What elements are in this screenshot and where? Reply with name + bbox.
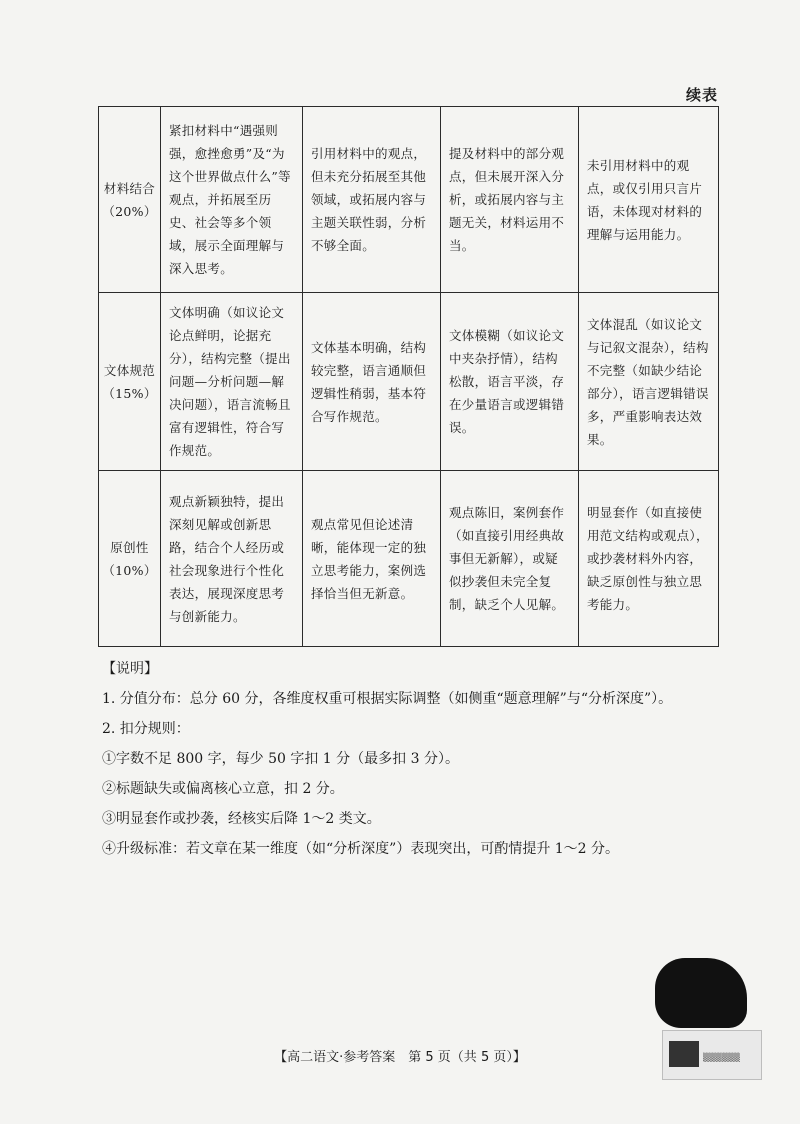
note-line: ①字数不足 800 字，每少 50 字扣 1 分（最多扣 3 分）。 [102,751,459,767]
page-footer: 【高二语文·参考答案 第 5 页（共 5 页）】 [274,1050,526,1065]
rubric-table [98,106,719,647]
dimension-weight: （10%） [102,562,157,578]
table-cell: 文体明确（如议论文论点鲜明，论据充分），结构完整（提出问题—分析问题—解决问题），语言流畅且富有逻辑性，符合写作规范。 [161,293,303,471]
note-line: 2. 扣分规则： [102,721,190,737]
table-row [99,293,719,471]
table-cell: 未引用材料中的观点，或仅引用只言片语，未体现对材料的理解与运用能力。 [579,107,719,293]
table-cell: 紧扣材料中“遇强则强，愈挫愈勇”及“为这个世界做点什么”等观点，并拓展至历史、社会等多个领域，展示全面理解与深入思考。 [161,107,303,293]
table-cell: 文体基本明确，结构较完整，语言通顺但逻辑性稍弱，基本符合写作规范。 [303,293,441,471]
dimension-weight: （20%） [102,203,157,219]
table-cell: 文体混乱（如议论文与记叙文混杂），结构不完整（如缺少结论部分），语言逻辑错误多，严重影响表达效果。 [579,293,719,471]
notes-section [102,654,742,864]
stamp-scribble: ▒▒▒▒▒▒ [703,1053,740,1062]
note-line: ③明显套作或抄袭，经核实后降 1～2 类文。 [102,811,381,827]
table-cell: 引用材料中的观点，但未充分拓展至其他领域，或拓展内容与主题关联性弱，分析不够全面。 [303,107,441,293]
dimension-name: 材料结合 [103,180,156,196]
table-row [99,471,719,647]
dimension-cell [99,107,161,293]
continued-label: 续表 [685,86,718,104]
table-cell: 观点常见但论述清晰，能体现一定的独立思考能力，案例选择恰当但无新意。 [303,471,441,647]
dimension-weight: （15%） [102,385,157,401]
table-cell: 观点新颖独特，提出深刻见解或创新思路，结合个人经历或社会现象进行个性化表达，展现深度思考与创新能力。 [161,471,303,647]
notes-heading: 【说明】 [102,661,158,677]
table-cell: 观点陈旧，案例套作（如直接引用经典故事但无新解），或疑似抄袭但未完全复制，缺乏个人见解。 [441,471,579,647]
note-line: ④升级标准：若文章在某一维度（如“分析深度”）表现突出，可酌情提升 1～2 分。 [102,841,620,857]
dimension-cell [99,293,161,471]
table-cell: 明显套作（如直接使用范文结构或观点），或抄袭材料外内容，缺乏原创性与独立思考能力。 [579,471,719,647]
table-cell: 提及材料中的部分观点，但未展开深入分析，或拓展内容与主题无关，材料运用不当。 [441,107,579,293]
dimension-cell [99,471,161,647]
note-line: ②标题缺失或偏离核心立意，扣 2 分。 [102,781,344,797]
table-cell: 文体模糊（如议论文中夹杂抒情），结构松散，语言平淡，存在少量语言或逻辑错误。 [441,293,579,471]
dimension-name: 原创性 [110,539,149,555]
table-row [99,107,719,293]
redaction-mark [655,958,747,1028]
dimension-name: 文体规范 [103,362,156,378]
note-line: 1. 分值分布：总分 60 分，各维度权重可根据实际调整（如侧重“题意理解”与“分析深度”）。 [102,691,673,707]
